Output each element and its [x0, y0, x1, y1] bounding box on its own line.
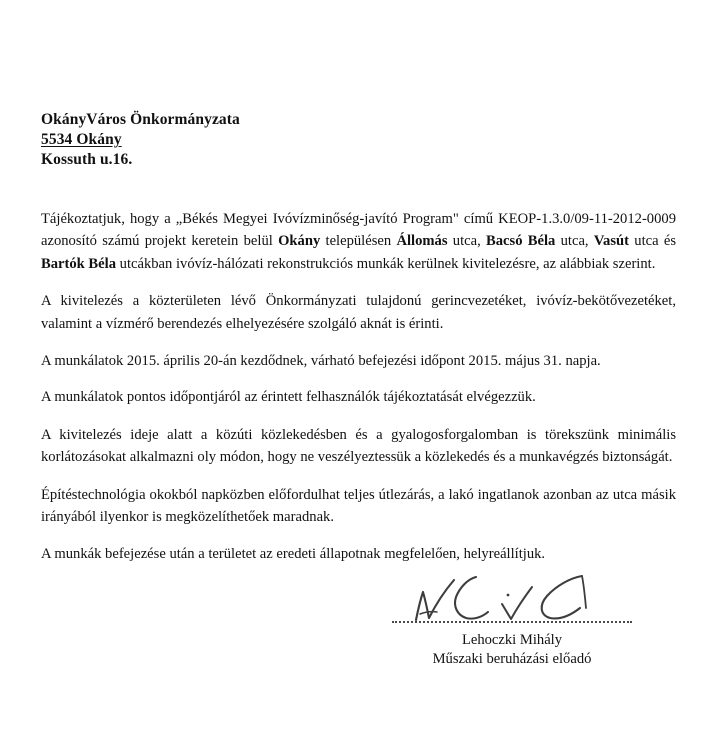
- signatory-name: Lehoczki Mihály: [461, 632, 563, 648]
- letterhead-organization-row: [41, 110, 441, 130]
- letterhead-street-address: Kossuth u.16.: [41, 151, 133, 168]
- handwritten-signature-icon: [392, 568, 632, 624]
- letterhead-postal-city: 5534 Okány: [41, 131, 122, 148]
- paragraph-traffic-restrictions: A kivitelezés ideje alatt a közúti közlekedésben és a gyalogosforgalomban is törekszünk minimális korlátozásokat alkalmazni oly módon, hogy ne veszélyeztessük a közlekedés és a munkavégzés biztonságát.: [41, 426, 676, 466]
- paragraph-site-restoration: A munkák befejezése után a területet az eredeti állapotnak megfelelően, helyreállítjuk.: [41, 546, 546, 563]
- paragraph-project-intro: [41, 208, 676, 275]
- paragraph-1-segment-5: utca és: [629, 233, 676, 250]
- letterhead-block: [41, 110, 441, 170]
- signature-block: [392, 568, 632, 669]
- paragraph-1-bold-street-allomas: Állomás: [396, 233, 448, 250]
- paragraph-1-segment-1: Tájékoztatjuk, hogy a „Békés Megyei Ivóvízminőség-javító Program" című KEOP-1.3.0/09-11-2012-0009 azonosító számú projekt keretein belül: [41, 211, 676, 250]
- paragraph-1-segment-4: utca,: [555, 233, 594, 250]
- letterhead-organization: OkányVáros Önkormányzata: [41, 111, 240, 128]
- letterhead-postal-row: [41, 130, 441, 150]
- letterhead-street-row: [41, 150, 441, 170]
- paragraph-schedule-dates: A munkálatok 2015. április 20-án kezdődnek, várható befejezési időpont 2015. május 31. napja.: [41, 353, 601, 370]
- paragraph-1-bold-settlement: Okány: [278, 233, 321, 250]
- paragraph-1-bold-street-bartok-bela: Bartók Béla: [41, 255, 116, 272]
- paragraph-1-bold-street-vasut: Vasút: [593, 233, 629, 250]
- paragraph-1-segment-6: utcákban ivóvíz-hálózati rekonstrukciós munkák kerülnek kivitelezésre, az alábbiak szerint.: [116, 255, 656, 272]
- paragraph-1-segment-2: településen: [320, 233, 397, 250]
- paragraph-user-notification: A munkálatok pontos időpontjáról az érintett felhasználók tájékoztatását elvégezzük.: [41, 389, 536, 406]
- document-body: [41, 208, 676, 566]
- paragraph-scope-of-works: A kivitelezés a közterületen lévő Önkormányzati tulajdonú gerincvezetéket, ivóvíz-bekötővezetéket, valamint a vízmérő berendezés elhelyezésére szolgáló aknát is érinti.: [41, 293, 676, 332]
- paragraph-1-bold-street-bacso-bela: Bacsó Béla: [486, 233, 556, 250]
- paragraph-road-closure: Építéstechnológia okokból napközben előfordulhat teljes útlezárás, a lakó ingatlanok azonban az utca másik irányából ilyenkor is megközelíthetőek maradnak.: [41, 486, 676, 526]
- signature-line: [392, 621, 632, 623]
- signatory-title: Műszaki beruházási előadó: [432, 651, 592, 667]
- paragraph-1-segment-3: utca,: [447, 233, 487, 250]
